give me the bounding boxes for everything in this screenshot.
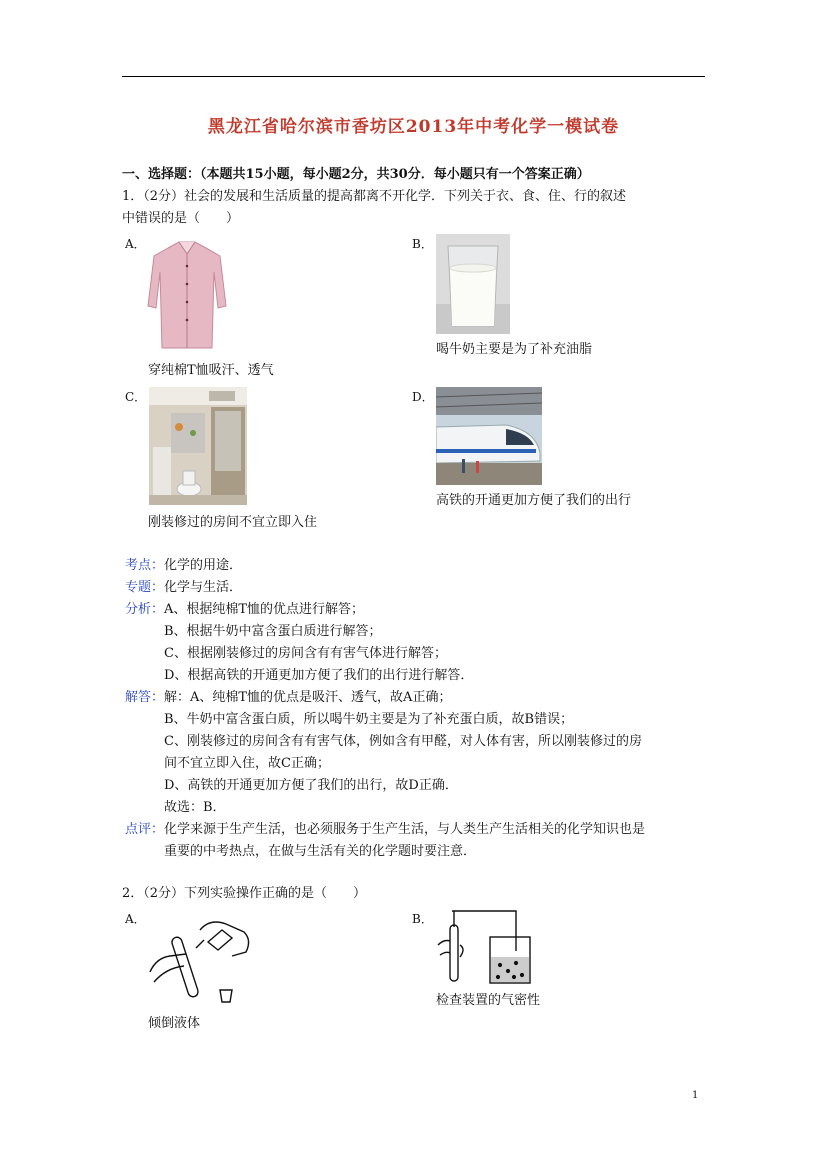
kaodian-label: 考点：	[125, 558, 165, 573]
page-title: 黑龙江省哈尔滨市香坊区2013年中考化学一模试卷	[207, 117, 620, 137]
renovated-bathroom-photo	[149, 387, 247, 505]
dianping-label: 点评：	[125, 822, 165, 837]
zhuanti-text: 化学与生活．	[164, 580, 243, 595]
q1-option-d-letter: D．	[412, 390, 434, 404]
fenxi-line: B、根据牛奶中富含蛋白质进行解答；	[164, 624, 382, 639]
dianping-line: 重要的中考热点，在做与生活有关的化学题时要注意．	[164, 844, 477, 859]
high-speed-train-photo	[436, 387, 542, 485]
q1-stem-line2: 中错误的是（ ）	[122, 211, 240, 226]
dianping-line: 化学来源于生产生活，也必须服务于生产生活，与人类生产生活相关的化学知识也是	[164, 822, 646, 837]
fenxi-line: A、根据纯棉T恤的优点进行解答；	[164, 602, 365, 617]
q1-stem-line1: 1．（2分）社会的发展和生活质量的提高都离不开化学．下列关于衣、食、住、行的叙述	[122, 189, 627, 204]
jieda-label: 解答：	[125, 690, 165, 705]
q1-option-c-letter: C．	[125, 390, 147, 404]
q1-option-c-caption: 刚装修过的房间不宜立即入住	[148, 515, 318, 530]
q2-option-b-caption: 检查装置的气密性	[436, 993, 541, 1008]
fenxi-line: C、根据刚装修过的房间含有有害气体进行解答；	[164, 646, 447, 661]
q2-stem: 2．（2分）下列实验操作正确的是（ ）	[122, 886, 367, 901]
q2-option-a-letter: A．	[125, 912, 146, 926]
jieda-line: D、高铁的开通更加方便了我们的出行，故D正确．	[164, 778, 458, 793]
kaodian-text: 化学的用途．	[164, 558, 243, 573]
jieda-line: 解：A、纯棉T恤的优点是吸汗、透气，故A正确；	[164, 690, 452, 705]
section-heading: 一、选择题：（本题共15小题，每小题2分，共30分．每小题只有一个答案正确）	[122, 167, 590, 182]
q1-option-a-caption: 穿纯棉T恤吸汗、透气	[148, 363, 274, 378]
q1-option-d-caption: 高铁的开通更加方便了我们的出行	[436, 493, 632, 508]
jieda-line: 间不宜立即入住，故C正确；	[164, 756, 330, 771]
fenxi-label: 分析：	[125, 602, 165, 617]
glass-of-milk-photo	[436, 234, 510, 334]
pink-shirt-photo	[146, 236, 228, 354]
q2-option-b-letter: B．	[412, 912, 433, 926]
header-rule	[122, 76, 705, 77]
pouring-liquid-sketch	[148, 912, 258, 1008]
zhuanti-label: 专题：	[125, 580, 165, 595]
q2-option-a-caption: 倾倒液体	[148, 1016, 201, 1031]
jieda-line: B、牛奶中富含蛋白质，所以喝牛奶主要是为了补充蛋白质，故B错误；	[164, 712, 574, 727]
jieda-line: C、刚装修过的房间含有有害气体，例如含有甲醛，对人体有害，所以刚装修过的房	[164, 734, 642, 749]
airtightness-check-sketch	[436, 905, 532, 987]
jieda-line: 故选：B．	[164, 800, 226, 815]
q1-option-b-caption: 喝牛奶主要是为了补充油脂	[436, 342, 593, 357]
q1-option-b-letter: B．	[412, 237, 433, 251]
fenxi-line: D、根据高铁的开通更加方便了我们的出行进行解答．	[164, 668, 474, 683]
page-number: 1	[692, 1090, 699, 1101]
q1-option-a-letter: A．	[125, 237, 146, 251]
